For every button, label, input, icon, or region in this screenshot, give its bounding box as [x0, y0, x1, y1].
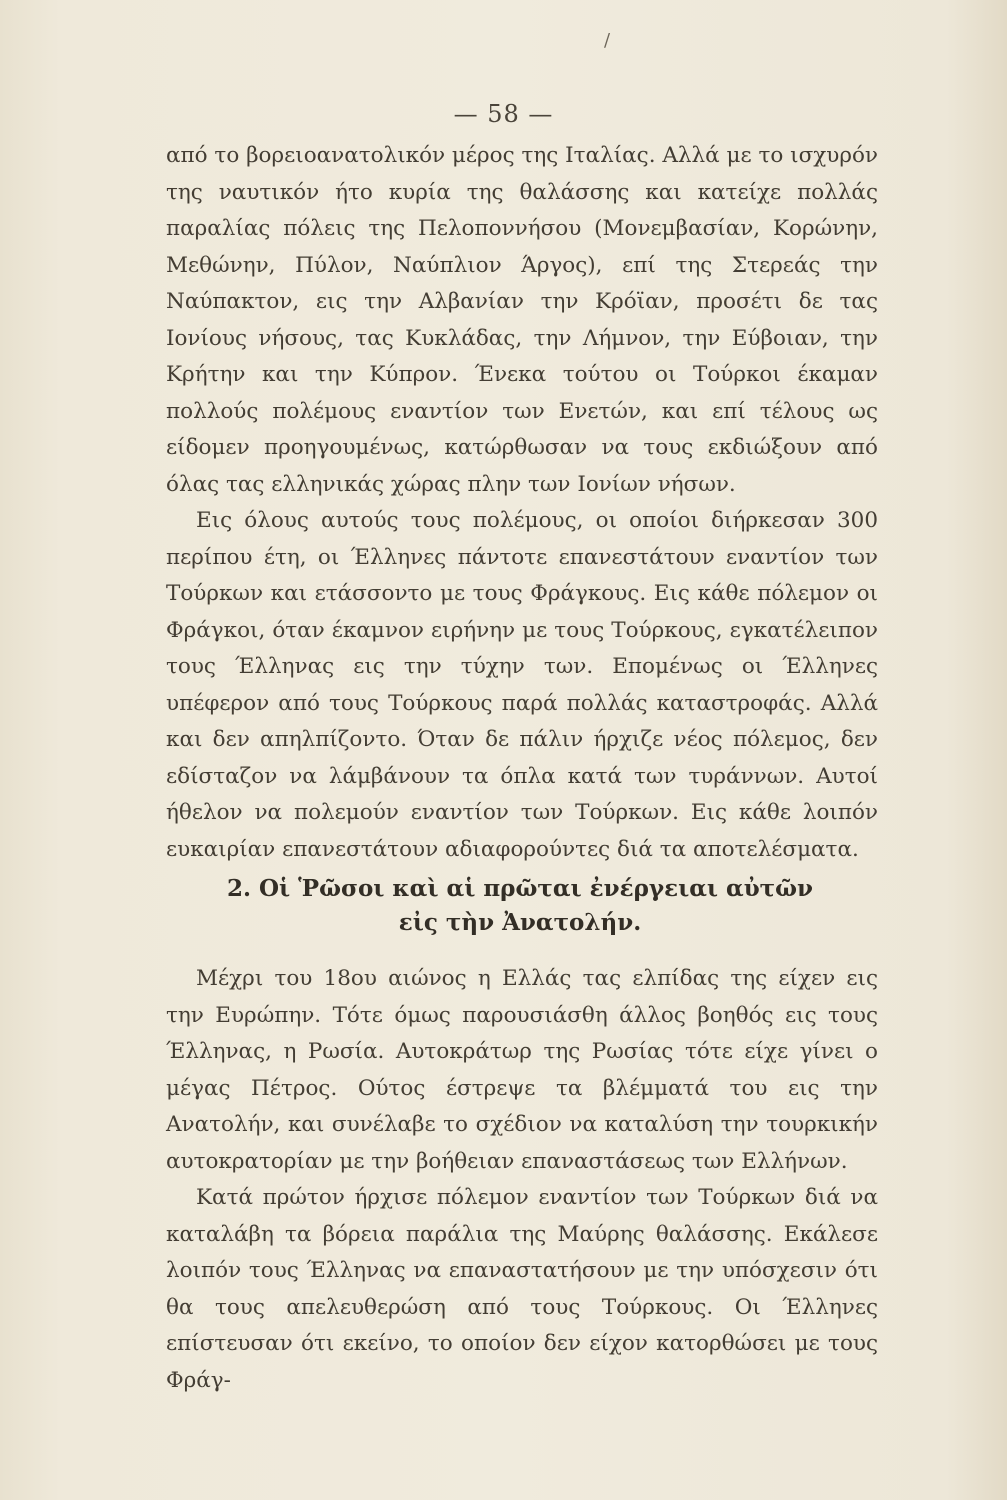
section-heading-line: 2. Οἱ Ῥῶσοι καὶ αἱ πρῶται ἐνέργειαι αὐτῶν: [226, 875, 814, 902]
paragraph: από το βορειοανατολικόν μέρος της Ιταλίας. Αλλά με το ισχυρόν της ναυτικόν ήτο κυρία της θαλάσσης και κατείχε πολλάς παραλίας πόλεις της Πελοποννήσου (Μονεμβασίαν, Κορώνην, Μεθώνην, Πύλον, Ναύπλιον Άργος), επί της Στερεάς την Ναύπακτον, εις την Αλβανίαν την Κρόϊαν, προσέτι δε τας Ιονίους νήσους, τας Κυκλάδας, την Λήμνον, την Εύβοιαν, την Κρήτην και την Κύπρον. Ένεκα τούτου οι Τούρκοι έκαμαν πολλούς πολέμους εναντίον των Ενετών, και επί τέλους ως είδομεν προηγουμένως, κατώρθωσαν να τους εκδιώξουν από όλας τας ελληνικάς χώρας πλην των Ιονίων νήσων.: [166, 143, 878, 497]
text-block-bottom: [166, 961, 878, 1399]
pencil-mark: /: [604, 30, 611, 51]
paragraph: Εις όλους αυτούς τους πολέμους, οι οποίοι διήρκεσαν 300 περίπου έτη, οι Έλληνες πάντοτε επανεστάτουν εναντίον των Τούρκων και ετάσσοντο με τους Φράγκους. Εις κάθε πόλεμον οι Φράγκοι, όταν έκαμνον ειρήνην με τους Τούρκους, εγκατέλειπον τους Έλληνας εις την τύχην των. Επομένως οι Έλληνες υπέφερον από τους Τούρκους παρά πολλάς καταστροφάς. Αλλά και δεν απηλπίζοντο. Όταν δε πάλιν ήρχιζε νέος πόλεμος, δεν εδίσταζον να λάμβάνουν τα όπλα κατά των τυράννων. Αυτοί ήθελον να πολεμούν εναντίον των Τούρκων. Εις κάθε λοιπόν ευκαιρίαν επανεστάτουν αδιαφορούντες διά τα αποτελέσματα.: [166, 508, 878, 862]
section-heading: [200, 872, 840, 940]
paragraph: Κατά πρώτον ήρχισε πόλεμον εναντίον των Τούρκων διά να καταλάβη τα βόρεια παράλια της Μαύρης θαλάσσης. Εκάλεσε λοιπόν τους Έλληνας να επαναστατήσουν με την υπόσχεσιν ότι θα τους απελευθερώση από τους Τούρκους. Οι Έλληνες επίστευσαν ότι εκείνο, το οποίον δεν είχον κατορθώσει με τους Φράγ-: [166, 1185, 878, 1393]
section-heading-line: εἰς τὴν Ἀνατολήν.: [398, 909, 642, 936]
paragraph: Μέχρι του 18ου αιώνος η Ελλάς τας ελπίδας της είχεν εις την Ευρώπην. Τότε όμως παρουσιάσθη άλλος βοηθός εις τους Έλληνας, η Ρωσία. Αυτοκράτωρ της Ρωσίας τότε είχε γίνει ο μέγας Πέτρος. Ούτος έστρεψε τα βλέμματά του εις την Ανατολήν, και συνέλαβε το σχέδιον να καταλύση την τουρκικήν αυτοκρατορίαν με την βοήθειαν επαναστάσεως των Ελλήνων.: [166, 966, 878, 1174]
text-block-top: [166, 138, 878, 868]
page-number: — 58 —: [453, 100, 554, 128]
